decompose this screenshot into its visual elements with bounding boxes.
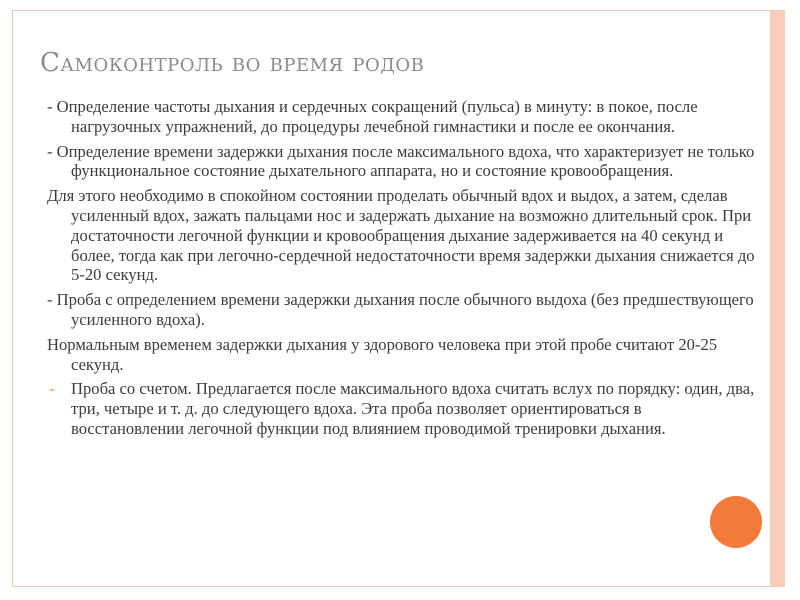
paragraph-normal-time: Нормальным временем задержки дыхания у здорового человека при этой пробе считают 20-25 секунд. <box>47 334 718 374</box>
bullet-item-count-test <box>47 379 755 438</box>
bullet-mark: - <box>49 379 55 399</box>
paragraph-breath-hold-inhale: - Определение времени задержки дыхания после максимального вдоха, что характеризует не только функциональное состояние дыхательного аппарата, но и состояние кровообращения. <box>47 141 755 181</box>
paragraph-procedure: Для этого необходимо в спокойном состоянии проделать обычный вдох и выдох, а затем, сделав усиленный вдох, зажать пальцами нос и задержать дыхание на возможно длительный срок. При достаточности легочной функции и кровообращения дыхание задерживается на 40 секунд и более, тогда как при легочно-сердечной недостаточности время задержки дыхания снижается до 5-20 секунд. <box>47 186 755 285</box>
paragraph-pulse-rate: - Определение частоты дыхания и сердечных сокращений (пульса) в минуту: в покое, после нагрузочных упражнений, до процедуры лечебной гимнастики и после ее окончания. <box>47 97 698 136</box>
decorative-circle-icon <box>710 496 762 548</box>
bullet-text: Проба со счетом. Предлагается после максимального вдоха считать вслух по порядку: один, два, три, четыре и т. д. до следующего вдоха. Эта проба позволяет ориентироваться в восстановлении легочной функции под влиянием проводимой тренировки дыхания. <box>71 379 755 438</box>
slide-title: Самоконтроль во время родов <box>40 48 425 78</box>
right-accent-bar <box>770 10 785 587</box>
slide-body <box>47 97 755 444</box>
paragraph-breath-hold-exhale: - Проба с определением времени задержки дыхания после обычного выдоха (без предшествующего усиленного вдоха). <box>47 290 754 329</box>
